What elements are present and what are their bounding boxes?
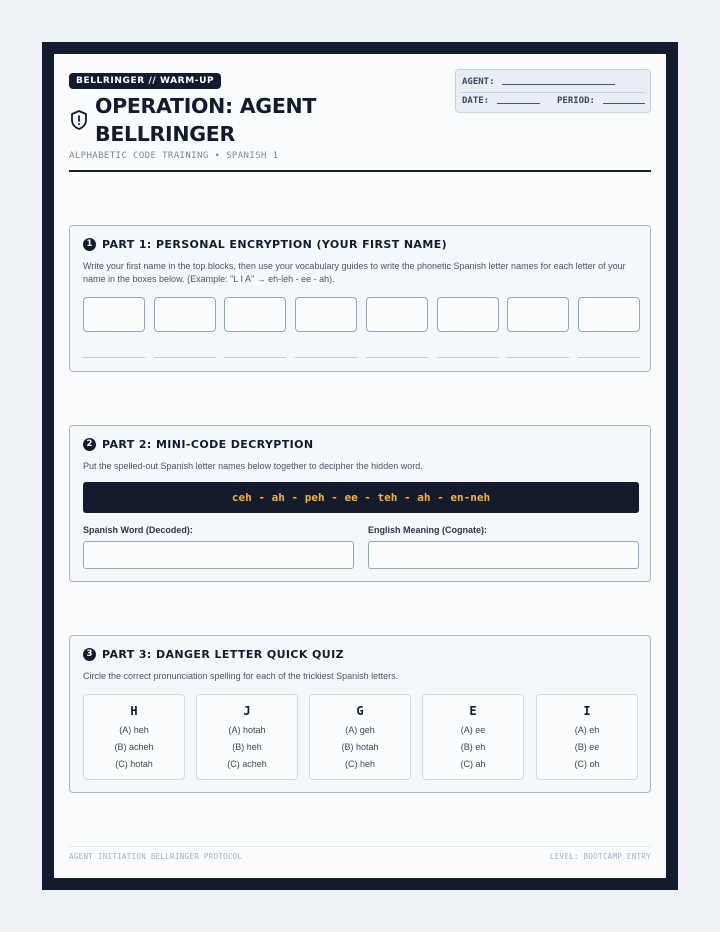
name-letter-box[interactable]: [578, 297, 640, 332]
frame-notch-right: [666, 94, 670, 834]
frame-notch-bottom: [95, 878, 625, 881]
period-label: PERIOD:: [557, 96, 595, 106]
part3-card: [69, 635, 651, 793]
title-line-2: BELLRINGER: [95, 122, 235, 146]
footer-divider: [69, 846, 651, 847]
part2-number-badge: 2: [83, 438, 96, 451]
quiz-letter: E: [469, 704, 477, 718]
spanish-word-field[interactable]: [83, 541, 354, 569]
part1-card: [69, 225, 651, 372]
bellringer-tag: BELLRINGER // WARM-UP: [69, 73, 221, 89]
quiz-option[interactable]: (C) heh: [344, 759, 375, 769]
phonetic-answer-line[interactable]: [295, 357, 357, 358]
quiz-option[interactable]: (A) hotah: [228, 725, 266, 735]
name-letter-box[interactable]: [154, 297, 216, 332]
name-letter-box[interactable]: [366, 297, 428, 332]
agent-box-divider: [461, 92, 645, 93]
agent-name-line[interactable]: [502, 84, 615, 85]
footer-left: AGENT INITIATION BELLRINGER PROTOCOL: [69, 852, 243, 861]
part3-number-badge: 3: [83, 648, 96, 661]
english-meaning-label: English Meaning (Cognate):: [368, 525, 487, 535]
page-title: [95, 92, 395, 148]
quiz-option[interactable]: (B) heh: [232, 742, 262, 752]
name-letter-box[interactable]: [437, 297, 499, 332]
part1-title: PART 1: PERSONAL ENCRYPTION (YOUR FIRST NAME): [102, 238, 448, 251]
phonetic-answer-line[interactable]: [437, 357, 499, 358]
phonetic-answer-line[interactable]: [578, 357, 640, 358]
quiz-item: [422, 694, 524, 780]
quiz-item: [196, 694, 298, 780]
quiz-option[interactable]: (C) ah: [460, 759, 486, 769]
quiz-item: [536, 694, 638, 780]
quiz-item: [83, 694, 185, 780]
quiz-option[interactable]: (A) heh: [119, 725, 149, 735]
part3-instructions: Circle the correct pronunciation spelling for each of the trickiest Spanish letters.: [83, 671, 399, 681]
header-divider: [69, 170, 651, 172]
name-letter-box[interactable]: [507, 297, 569, 332]
title-line-1: OPERATION: AGENT: [95, 94, 317, 118]
part1-header: [83, 238, 447, 251]
quiz-option[interactable]: (A) eh: [574, 725, 600, 735]
phonetic-answer-line[interactable]: [224, 357, 286, 358]
quiz-option[interactable]: (B) eh: [460, 742, 486, 752]
part2-header: [83, 438, 314, 451]
english-meaning-field[interactable]: [368, 541, 639, 569]
phonetic-answer-line[interactable]: [154, 357, 216, 358]
quiz-letter: G: [356, 704, 364, 718]
date-line[interactable]: [497, 103, 540, 104]
footer-right: LEVEL: BOOTCAMP ENTRY: [549, 852, 651, 861]
part2-card: [69, 425, 651, 582]
phonetic-answer-line[interactable]: [507, 357, 569, 358]
part2-instructions: Put the spelled-out Spanish letter names below together to decipher the hidden word.: [83, 461, 423, 471]
quiz-item: [309, 694, 411, 780]
part1-instructions: Write your first name in the top blocks, then use your vocabulary guides to write the phonetic Spanish letter names for each letter of your name in the boxes below. (Example: "L I A" → eh-leh - ee - ah).: [83, 261, 626, 284]
quiz-option[interactable]: (B) ee: [574, 742, 600, 752]
phonetic-answer-line[interactable]: [366, 357, 428, 358]
frame-notch-top: [95, 51, 625, 54]
phonetic-answer-line[interactable]: [83, 357, 145, 358]
agent-info-box: [455, 69, 651, 113]
page-subtitle: ALPHABETIC CODE TRAINING • SPANISH 1: [69, 151, 279, 161]
part2-title: PART 2: MINI-CODE DECRYPTION: [102, 438, 314, 451]
date-label: DATE:: [462, 96, 490, 106]
name-letter-box[interactable]: [295, 297, 357, 332]
quiz-letter: I: [583, 704, 591, 718]
agent-label: AGENT:: [462, 77, 495, 87]
cipher-code: ceh - ah - peh - ee - teh - ah - en-neh: [83, 482, 639, 513]
part3-header: [83, 648, 344, 661]
shield-alert-icon: [70, 110, 88, 130]
part3-title: PART 3: DANGER LETTER QUICK QUIZ: [102, 648, 345, 661]
quiz-option[interactable]: (B) hotah: [341, 742, 379, 752]
quiz-option[interactable]: (B) acheh: [114, 742, 154, 752]
name-letter-box[interactable]: [83, 297, 145, 332]
quiz-letter: H: [130, 704, 138, 718]
quiz-letter: J: [243, 704, 251, 718]
quiz-option[interactable]: (A) ee: [460, 725, 486, 735]
spanish-word-label: Spanish Word (Decoded):: [83, 525, 193, 535]
quiz-option[interactable]: (C) acheh: [227, 759, 267, 769]
quiz-option[interactable]: (C) oh: [574, 759, 600, 769]
quiz-option[interactable]: (A) geh: [345, 725, 375, 735]
period-line[interactable]: [603, 103, 645, 104]
name-letter-box[interactable]: [224, 297, 286, 332]
part1-number-badge: 1: [83, 238, 96, 251]
quiz-option[interactable]: (C) hotah: [115, 759, 153, 769]
frame-notch-left: [50, 94, 54, 834]
